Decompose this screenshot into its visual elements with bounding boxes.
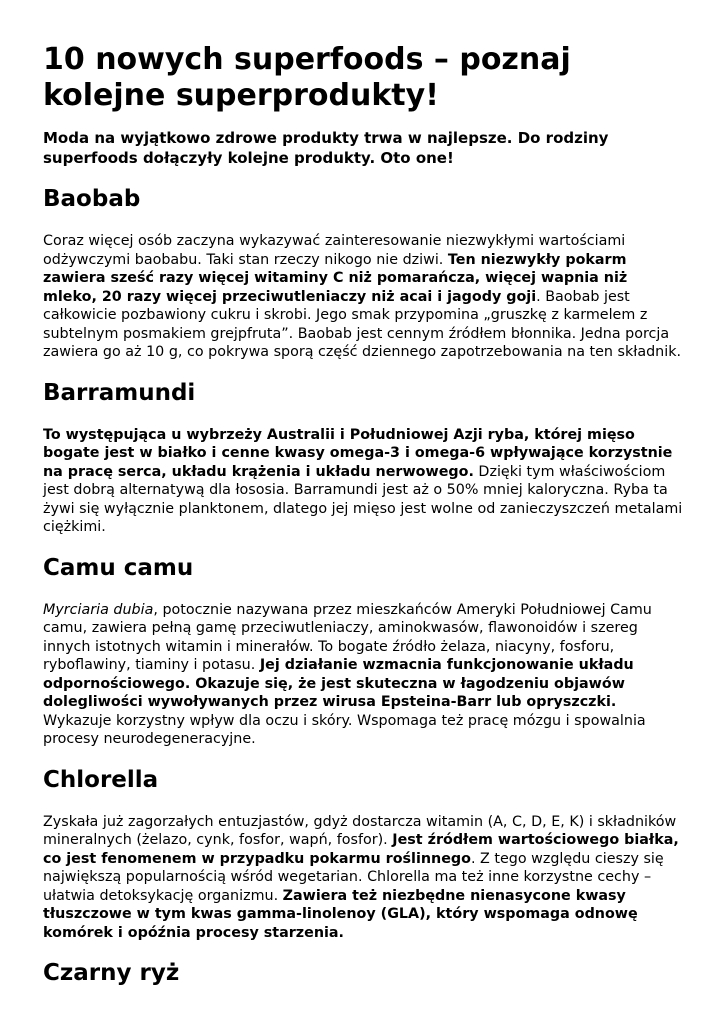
section-paragraph-baobab — [43, 232, 685, 362]
article — [43, 42, 685, 988]
bold-text-run: Ten niezwykły pokarm zawiera sześć razy więcej witaminy C niż pomarańcza, więcej wapnia niż mleko, 20 razy więcej przeciwutleniaczy niż acai i jagody goji — [43, 251, 628, 305]
section-heading-barramundi: Barramundi — [43, 379, 196, 406]
article-sections — [43, 184, 685, 988]
text-run: Coraz więcej osób zaczyna wykazywać zainteresowanie niezwykłymi wartościami odżywczymi baobabu. Taki stan rzeczy nikogo nie dziwi. — [43, 233, 626, 268]
section-heading-czarny-ryz: Czarny ryż — [43, 960, 180, 986]
section-paragraph-camu-camu — [43, 601, 685, 749]
bold-text-run: Zawiera też niezbędne nienasycone kwasy tłuszczowe w tym kwas gamma-linolenoy (GLA), który wspomaga odnowę komórek i opóźnia procesy starzenia. — [43, 887, 638, 941]
text-run: Zyskała już zagorzałych entuzjastów, gdyż dostarcza witamin (A, C, D, E, K) i składników mineralnych (żelazo, cynk, fosfor, wapń, fosfor). — [43, 813, 677, 848]
text-run: Wykazuje korzystny wpływ dla oczu i skóry. Wspomaga też pracę mózgu i spowalnia procesy neurodegeneracyjne. — [43, 712, 646, 747]
text-run: . Baobab jest całkowicie pozbawiony cukru i skrobi. Jego smak przypomina „gruszkę z karmelem z subtelnym posmakiem grejpfruta”. Baobab jest cennym źródłem błonnika. Jedna porcja zawiera go aż 10 g, co pokrywa sporą część dziennego zapotrzebowania na ten składnik. — [43, 288, 682, 360]
section-heading-chlorella: Chlorella — [43, 766, 159, 793]
bold-text-run: Jest źródłem wartościowego białka, co jest fenomenem w przypadku pokarmu roślinnego — [43, 832, 679, 867]
article-lead: Moda na wyjątkowo zdrowe produkty trwa w najlepsze. Do rodziny superfoods dołączyły kolejne produkty. Oto one! — [43, 129, 609, 167]
text-run: Dzięki tym właściwościom jest dobrą alternatywą dla łososia. Barramundi jest aż o 50% mniej kaloryczna. Ryba ta żywi się wyłącznie planktonem, dlatego jej mięso jest wolne od zanieczyszczeń metalami ciężkimi. — [43, 463, 683, 535]
bold-text-run: Jej działanie wzmacnia funkcjonowanie układu odpornościowego. Okazuje się, że jest skuteczna w łagodzeniu objawów dolegliwości wywoływanych przez wirusa Epsteina-Barr lub opryszczki. — [43, 657, 634, 710]
text-run: . Z tego względu cieszy się największą popularnością wśród wegetarian. Chlorella ma też inne korzystne cechy – ułatwia detoksykację organizmu. — [43, 850, 664, 904]
article-title: 10 nowych superfoods – poznaj kolejne superprodukty! — [43, 42, 571, 113]
section-paragraph-barramundi — [43, 426, 685, 537]
text-run: , potocznie nazywana przez mieszkańców Ameryki Południowej Camu camu, zawiera pełną gamę przeciwutleniaczy, aminokwasów, flawonoidów i szereg innych istotnych witamin i minerałów. To bogate źródło żelaza, niacyny, fosforu, ryboflawiny, tiaminy i potasu. — [43, 601, 652, 673]
section-heading-camu-camu: Camu camu — [43, 554, 194, 581]
bold-text-run: To występująca u wybrzeży Australii i Południowej Azji ryba, której mięso bogate jest w białko i cenne kwasy omega-3 i omega-6 wpływające korzystnie na pracę serca, układu krążenia i układu nerwowego. — [43, 426, 673, 480]
section-heading-baobab: Baobab — [43, 186, 141, 212]
section-paragraph-chlorella — [43, 813, 685, 943]
italic-text-run: Myrciaria dubia — [43, 601, 154, 618]
